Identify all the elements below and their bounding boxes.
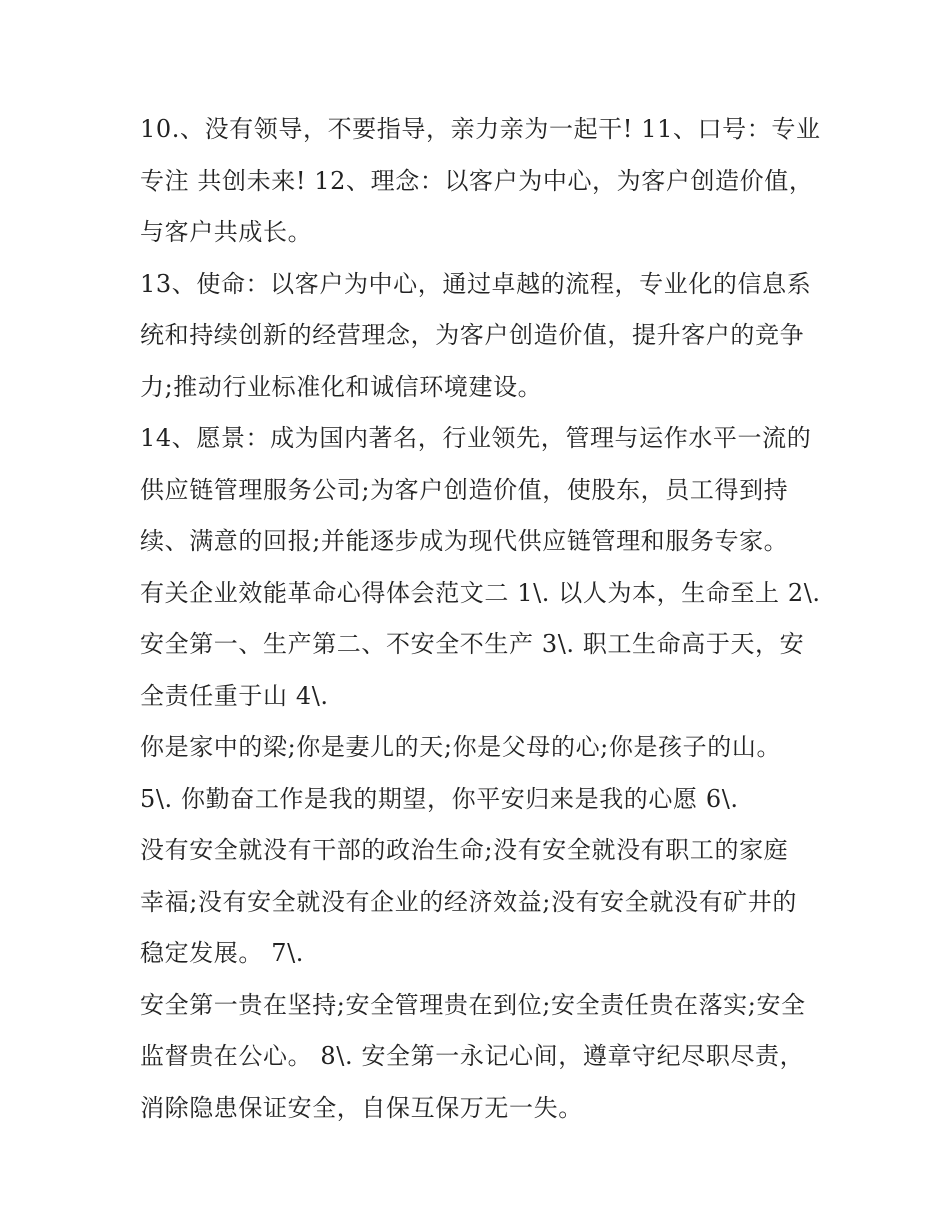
text-line: 全责任重于山 4\. — [140, 681, 329, 710]
text-line: 专注 共创未来! 12、理念：以客户为中心，为客户创造价值， — [140, 166, 814, 195]
text-line: 没有安全就没有干部的政治生命;没有安全就没有职工的家庭 — [140, 836, 789, 864]
text-line: 有关企业效能革命心得体会范文二 1\. 以人为本，生命至上 2\. — [140, 578, 821, 607]
text-line: 13、使命：以客户为中心，通过卓越的流程，专业化的信息系 — [140, 269, 812, 298]
text-line: 14、愿景：成为国内著名，行业领先，管理与运作水平一流的 — [140, 424, 812, 452]
text-line: 稳定发展。 7\. — [140, 939, 305, 967]
text-line: 统和持续创新的经营理念，为客户创造价值，提升客户的竞争 — [140, 321, 805, 349]
text-line: 供应链管理服务公司;为客户创造价值，使股东，员工得到持 — [140, 475, 789, 504]
text-line: 消除隐患保证安全，自保互保万无一失。 — [140, 1093, 583, 1122]
text-line: 幸福;没有安全就没有企业的经济效益;没有安全就没有矿井的 — [140, 887, 797, 916]
text-line: 力;推动行业标准化和诚信环境建设。 — [140, 372, 543, 401]
text-line: 监督贵在公心。 8\. 安全第一永记心间，遵章守纪尽职尽责， — [140, 1042, 805, 1070]
text-line: 安全第一、生产第二、不安全不生产 3\. 职工生命高于天，安 — [140, 630, 805, 658]
document-body — [140, 104, 830, 1134]
text-line: 你是家中的梁;你是妻儿的天;你是父母的心;你是孩子的山。 — [140, 733, 782, 761]
text-line: 与客户共成长。 — [140, 218, 313, 246]
text-line: 安全第一贵在坚持;安全管理贵在到位;安全责任贵在落实;安全 — [140, 990, 806, 1019]
text-line: 10.、没有领导，不要指导，亲力亲为一起干! 11、口号：专业 — [140, 115, 821, 143]
text-line: 续、满意的回报;并能逐步成为现代供应链管理和服务专家。 — [140, 527, 789, 555]
text-line: 5\. 你勤奋工作是我的期望，你平安归来是我的心愿 6\. — [140, 784, 739, 813]
